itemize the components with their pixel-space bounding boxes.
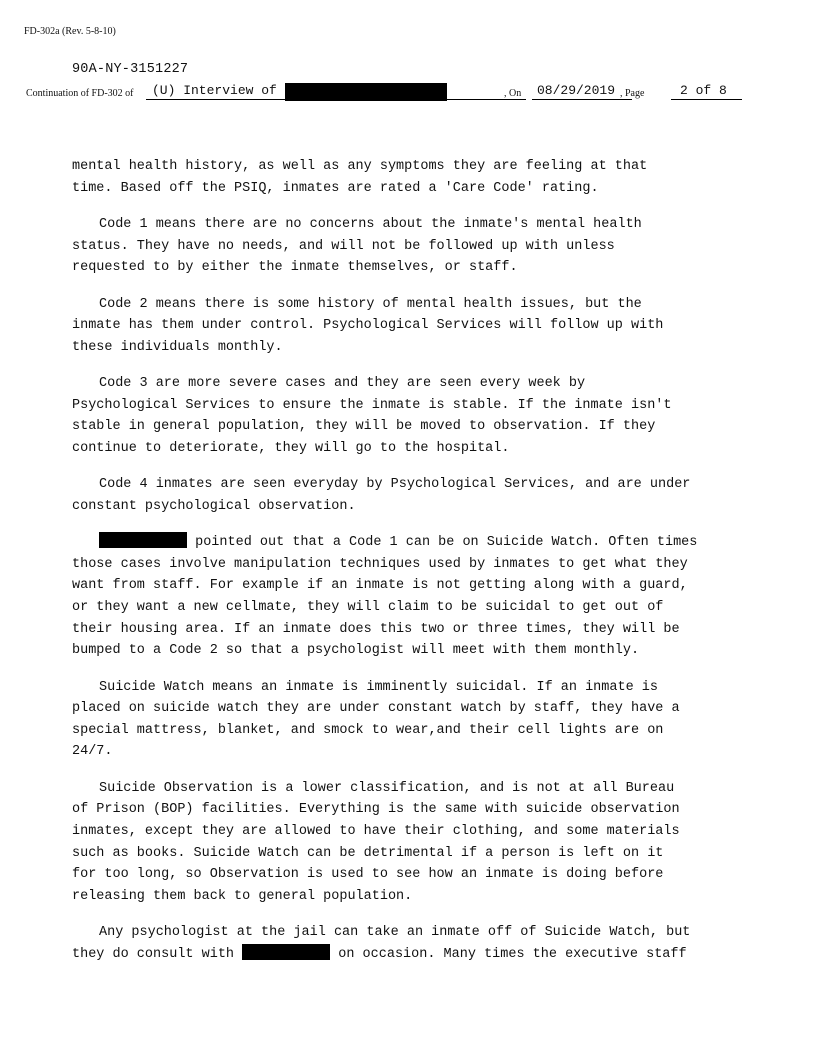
paragraph: Code 1 means there are no concerns about the inmate's mental health status. They have no needs, and will not be followed up with unless requested to by either the inmate themselves, or staff.	[72, 216, 642, 276]
page-label: , Page	[620, 88, 645, 99]
paragraph: mental health history, as well as any symptoms they are feeling at that time. Based off the PSIQ, inmates are rated a 'Care Code' rating.	[72, 159, 648, 196]
paragraph: Code 4 inmates are seen everyday by Psychological Services, and are under constant psychological observation.	[72, 477, 691, 514]
redacted-name-block	[99, 532, 187, 548]
redacted-name-block	[242, 944, 330, 960]
on-label: , On	[504, 88, 522, 99]
paragraph: pointed out that a Code 1 can be on Suicide Watch. Often times those cases involve manipulation techniques used by inmates to get what they want from staff. For example if an inmate is not getting along with a guard, or they want a new cellmate, they will claim to be suicidal to get out of their housing area. If an inmate does this two or three times, they will be bumped to a Code 2 so that a psychologist will meet with them monthly.	[72, 532, 752, 662]
paragraph: Suicide Watch means an inmate is imminently suicidal. If an inmate is placed on suicide watch they are under constant watch by staff, they have a special mattress, blanket, and smock to wear,and their cell lights are on 24/7.	[72, 679, 680, 760]
form-id: FD-302a (Rev. 5-8-10)	[24, 26, 116, 37]
page-number: 2 of 8	[680, 83, 727, 98]
date-field-line	[532, 99, 632, 100]
file-number: 90A-NY-3151227	[72, 62, 189, 77]
page-field-line	[671, 99, 742, 100]
paragraph: Code 3 are more severe cases and they are seen every week by Psychological Services to ensure the inmate is stable. If the inmate isn't stable in general population, they will be moved to observation. If they continue to deteriorate, they will go to the hospital.	[72, 376, 672, 456]
subject-text: (U) Interview of	[152, 83, 277, 98]
paragraph: Any psychologist at the jail can take an inmate off of Suicide Watch, but they do consult with on occasion. Many times the executive staff	[72, 925, 691, 962]
paragraph: Code 2 means there is some history of mental health issues, but the inmate has them under control. Psychological Services will follow up with these individuals monthly.	[72, 296, 664, 355]
redacted-name-block	[285, 83, 447, 101]
interview-date: 08/29/2019	[537, 83, 616, 98]
continuation-row	[26, 83, 816, 103]
document-body	[72, 156, 752, 980]
continuation-label: Continuation of FD-302 of	[26, 88, 134, 99]
paragraph: Suicide Observation is a lower classification, and is not at all Bureau of Prison (BOP) facilities. Everything is the same with suicide observation inmates, except they are allowed to have their clothing, and some materials such as books. Suicide Watch can be detrimental if a person is left on it for too long, so Observation is used to see how an inmate is doing before releasing them back to general population.	[72, 780, 680, 904]
